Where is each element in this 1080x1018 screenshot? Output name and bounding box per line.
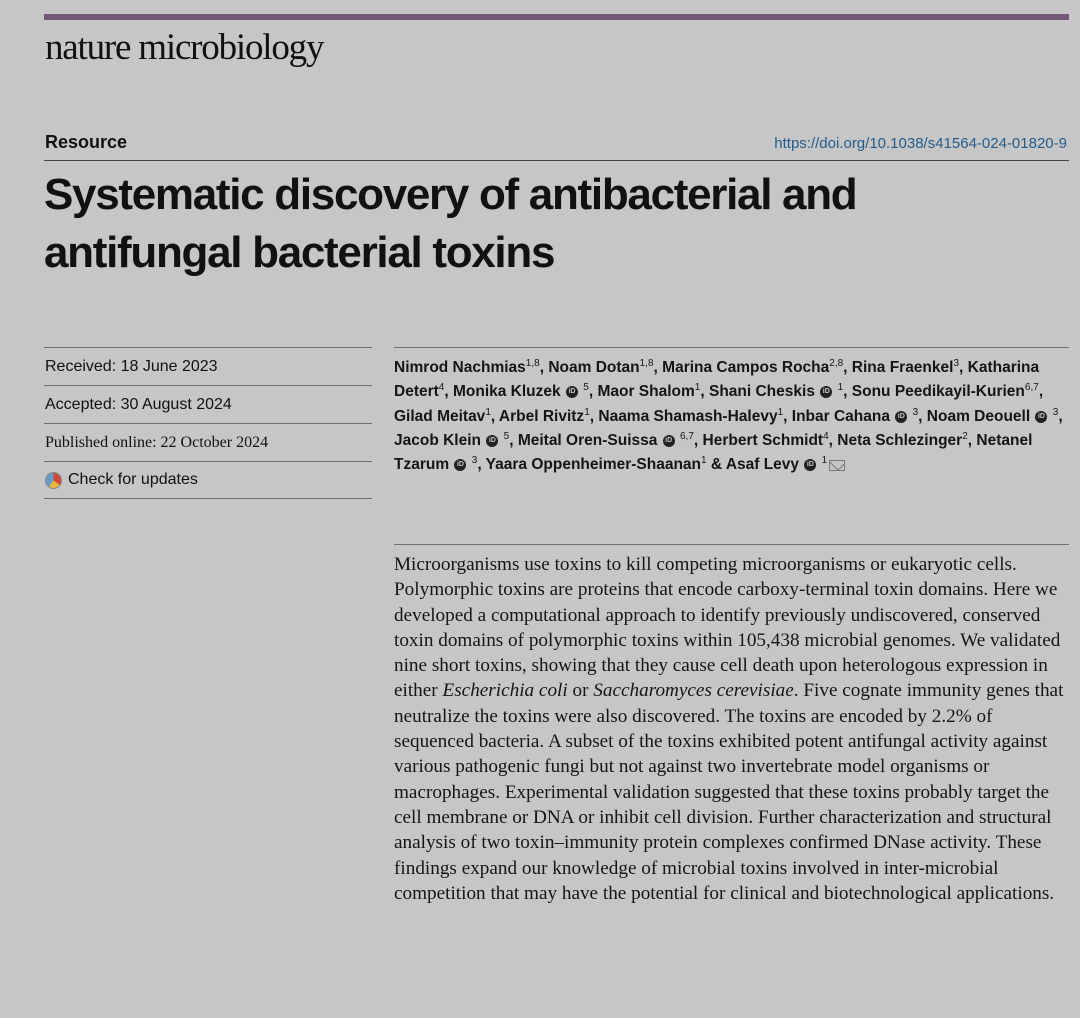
orcid-icon[interactable]: iD xyxy=(804,459,816,471)
author-name[interactable]: Noam Deouell xyxy=(926,407,1031,425)
author-name[interactable]: Gilad Meitav xyxy=(394,407,486,425)
author-name[interactable]: Asaf Levy xyxy=(725,456,800,474)
author-list xyxy=(394,347,1069,477)
author-name[interactable]: Meital Oren-Suissa xyxy=(517,431,658,449)
author-name[interactable]: Maor Shalom xyxy=(597,383,695,401)
author-affiliation: 1,8 xyxy=(525,357,540,369)
orcid-icon[interactable]: iD xyxy=(1035,411,1047,423)
author-affiliation: 6,7 xyxy=(1024,382,1039,394)
author-affiliation: 3 xyxy=(912,406,919,418)
author-affiliation: 5 xyxy=(503,430,510,442)
author-affiliation: 2,8 xyxy=(829,357,844,369)
author-name[interactable]: Noam Dotan xyxy=(548,359,640,376)
author-affiliation: 1 xyxy=(837,382,844,394)
author-separator: & xyxy=(706,456,726,474)
author-affiliation: 1 xyxy=(777,406,784,418)
orcid-icon[interactable]: iD xyxy=(895,411,907,423)
author-affiliation: 1 xyxy=(584,406,590,418)
abstract-connector: or xyxy=(567,680,594,702)
author-name[interactable]: Herbert Schmidt xyxy=(702,431,824,449)
author-affiliation: 3 xyxy=(471,455,478,467)
accepted-date: Accepted: 30 August 2024 xyxy=(44,385,372,423)
article-dates xyxy=(44,347,372,499)
author-name[interactable]: Jacob Klein xyxy=(394,431,481,449)
orcid-icon[interactable]: iD xyxy=(486,435,498,447)
orcid-icon[interactable]: iD xyxy=(820,386,832,398)
author-name[interactable]: Shani Cheskis xyxy=(708,383,815,401)
author-separator: , xyxy=(1058,407,1063,425)
author-affiliation: 1 xyxy=(821,455,828,467)
organism-saccharomyces-cerevisiae: Saccharomyces cerevisiae xyxy=(593,680,794,702)
orcid-icon[interactable]: iD xyxy=(566,386,578,398)
author-separator: , xyxy=(588,383,598,401)
author-affiliation: 1 xyxy=(701,455,707,467)
author-separator: , xyxy=(589,407,599,425)
received-date: Received: 18 June 2023 xyxy=(44,347,372,385)
author-affiliation: 6,7 xyxy=(679,430,694,442)
author-name[interactable]: Netanel Tzarum xyxy=(394,431,1033,474)
author-affiliation: 5 xyxy=(583,382,589,394)
author-separator: , xyxy=(444,383,453,401)
author-name[interactable]: Sonu Peedikayil-Kurien xyxy=(851,383,1025,401)
author-separator: , xyxy=(700,383,709,401)
abstract-text-2: . Five cognate immunity genes that neutralize the toxins were also discovered. The toxins are encoded by 2.2% of sequenced bacteria. A subset of the toxins exhibited potent antifungal activity against various pathogenic fungi but not against two invertebrate model organisms or macrophages. Experimental validation suggested that these toxins probably target the cell membrane or DNA or inhibit cell division. Further characterization and structural analysis of two toxin–immunity protein complexes confirmed DNase activity. These findings expand our knowledge of microbial toxins involved in inter-microbial competition that may have the potential for clinical and biotechnological applications. xyxy=(394,680,1064,904)
author-separator: , xyxy=(539,359,549,376)
organism-escherichia-coli: Escherichia coli xyxy=(442,680,568,702)
article-title: Systematic discovery of antibacterial and antifungal bacterial toxins xyxy=(44,170,857,277)
orcid-icon[interactable]: iD xyxy=(454,459,466,471)
author-name[interactable]: Marina Campos Rocha xyxy=(662,359,830,376)
author-name[interactable]: Nimrod Nachmias xyxy=(394,359,526,376)
author-name[interactable]: Rina Fraenkel xyxy=(851,359,954,376)
author-name[interactable]: Naama Shamash-Halevy xyxy=(598,407,778,425)
abstract xyxy=(394,544,1069,906)
author-affiliation: 1 xyxy=(485,406,491,418)
author-separator: , xyxy=(490,407,499,425)
author-separator: , xyxy=(843,359,852,376)
journal-name[interactable]: nature microbiology xyxy=(45,27,324,68)
author-separator: , xyxy=(918,407,927,425)
journal-top-rule xyxy=(44,14,1069,20)
doi-link[interactable]: https://doi.org/10.1038/s41564-024-01820-9 xyxy=(774,135,1067,152)
author-separator: , xyxy=(693,431,703,449)
author-name[interactable]: Inbar Cahana xyxy=(791,407,890,425)
author-name[interactable]: Katharina Detert xyxy=(394,359,1040,401)
author-separator: , xyxy=(828,431,838,449)
author-affiliation: 2 xyxy=(962,430,968,442)
article-type: Resource xyxy=(45,132,128,152)
author-separator: , xyxy=(967,431,977,449)
check-for-updates-label: Check for updates xyxy=(68,471,198,488)
author-separator: , xyxy=(477,456,486,474)
header-divider xyxy=(44,160,1069,161)
author-name[interactable]: Monika Kluzek xyxy=(452,383,561,401)
author-affiliation: 3 xyxy=(1052,406,1059,418)
author-separator: , xyxy=(783,407,792,425)
author-separator: , xyxy=(1038,383,1044,401)
author-affiliation: 4 xyxy=(823,430,829,442)
author-affiliation: 4 xyxy=(438,382,445,394)
orcid-icon[interactable]: iD xyxy=(663,435,675,447)
author-separator: , xyxy=(959,359,968,376)
published-date: Published online: 22 October 2024 xyxy=(44,423,372,461)
author-separator: , xyxy=(509,431,518,449)
author-affiliation: 1 xyxy=(694,382,701,394)
author-affiliation: 3 xyxy=(953,357,960,369)
email-icon[interactable] xyxy=(829,460,845,471)
check-for-updates-button[interactable] xyxy=(44,461,372,499)
author-affiliation: 1,8 xyxy=(639,357,654,369)
author-name[interactable]: Arbel Rivitz xyxy=(498,407,585,425)
crossmark-icon xyxy=(45,472,62,489)
author-name[interactable]: Neta Schlezinger xyxy=(837,431,963,449)
author-name[interactable]: Yaara Oppenheimer-Shaanan xyxy=(485,456,702,474)
author-separator: , xyxy=(653,359,663,376)
author-separator: , xyxy=(843,383,852,401)
abstract-text-1: Microorganisms use toxins to kill competing microorganisms or eukaryotic cells. Polymorphic toxins are proteins that encode carboxy-terminal toxin domains. Here we developed a computational approach to identify previously undiscovered, conserved toxin domains of polymorphic toxins within 105,438 microbial genomes. We validated nine short toxins, showing that they cause cell death upon heterologous expression in either xyxy=(394,554,1061,702)
